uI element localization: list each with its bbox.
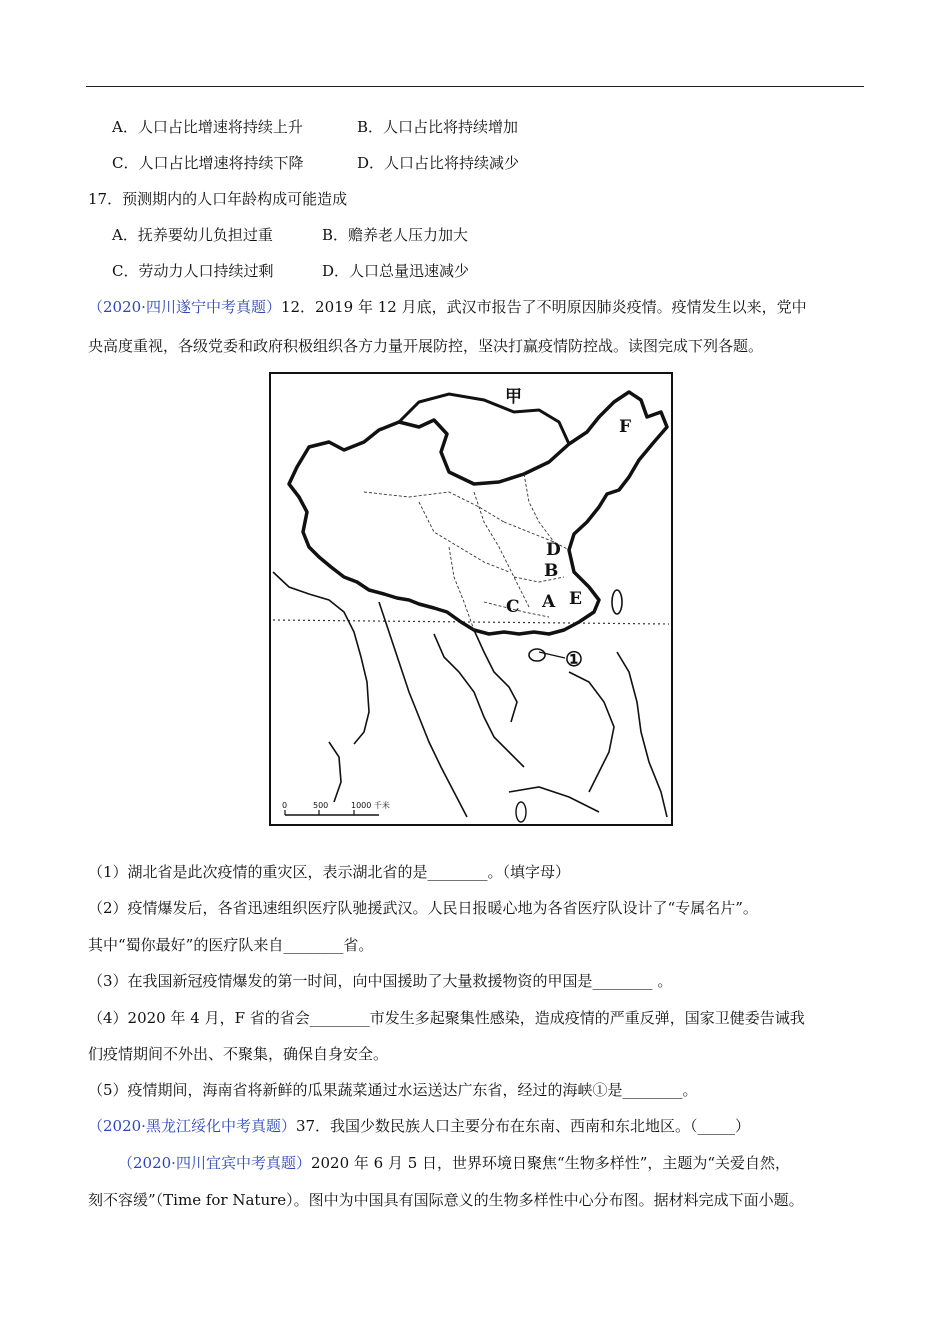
- china-map-figure: [269, 372, 673, 826]
- q17-options-row-1: [112, 225, 468, 245]
- map-label-f: F: [619, 417, 632, 437]
- header-rule: [86, 86, 864, 87]
- yibin-line-1: [118, 1153, 790, 1173]
- map-label-e: E: [569, 589, 582, 609]
- yibin-source: （2020·四川宜宾中考真题）: [118, 1154, 311, 1172]
- map-label-d: D: [546, 540, 561, 560]
- yibin-text-1: 2020 年 6 月 5 日，世界环境日聚焦“生物多样性”，主题为“关爱自然，: [310, 1154, 791, 1172]
- map-label-strait: ①: [565, 647, 583, 671]
- q12-sub-5: （5）疫情期间，海南省将新鲜的瓜果蔬菜通过水运送达广东省，经过的海峡①是________。: [88, 1081, 698, 1099]
- q16-option-b: B．人口占比将持续增加: [357, 118, 519, 136]
- q12-stem-line-1: [88, 297, 807, 317]
- map-label-a: A: [542, 592, 556, 612]
- q17-options-row-2: [112, 261, 469, 281]
- scale-label-0: 0: [282, 801, 288, 810]
- q37: [88, 1116, 750, 1136]
- q37-source: （2020·黑龙江绥化中考真题）: [88, 1117, 296, 1135]
- q12-stem-line-2: 央高度重视，各级党委和政府积极组织各方力量开展防控，坚决打赢疫情防控战。读图完成下列各题。: [88, 337, 764, 355]
- q12-sub-4-line-2: 们疫情期间不外出、不聚集，确保自身安全。: [88, 1045, 389, 1063]
- q12-source: （2020·四川遂宁中考真题）: [88, 298, 281, 316]
- q17-option-b: B．赡养老人压力加大: [322, 226, 469, 244]
- scale-label-1000: 1000 千米: [351, 801, 390, 810]
- q12-sub-1: （1）湖北省是此次疫情的重灾区，表示湖北省的是________。（填字母）: [88, 863, 571, 881]
- q16-options-row-2: [112, 153, 519, 173]
- q16-options-row-1: [112, 117, 518, 137]
- map-label-jia: 甲: [505, 387, 522, 407]
- q12-sub-3: （3）在我国新冠疫情爆发的第一时间，向中国援助了大量救援物资的甲国是________ 。: [88, 972, 673, 990]
- yibin-line-2: 刻不容缓”（Time for Nature）。图中为中国具有国际意义的生物多样性中心分布图。据材料完成下面小题。: [88, 1191, 804, 1209]
- q12-sub-2-line-2: 其中“蜀你最好”的医疗队来自________省。: [88, 936, 374, 954]
- q16-option-a: A．人口占比增速将持续上升: [112, 118, 303, 136]
- q12-sub-2-line-1: （2）疫情爆发后，各省迅速组织医疗队驰援武汉。人民日报暖心地为各省医疗队设计了“专属名片”。: [88, 899, 758, 917]
- china-map: [269, 372, 673, 826]
- q37-text: 37．我国少数民族人口主要分布在东南、西南和东北地区。（_____）: [295, 1117, 751, 1135]
- q16-option-c: C．人口占比增速将持续下降: [112, 154, 304, 172]
- q17-option-a: A．抚养要幼儿负担过重: [112, 226, 273, 244]
- scale-label-500: 500: [313, 801, 329, 810]
- q16-option-d: D．人口占比将持续减少: [357, 154, 520, 172]
- q12-sub-4-line-1: （4）2020 年 4 月，F 省的省会________市发生多起聚集性感染，造成疫情的严重反弹，国家卫健委告诫我: [88, 1009, 805, 1027]
- q17-option-d: D．人口总量迅速减少: [322, 262, 470, 280]
- map-label-c: C: [506, 597, 520, 617]
- map-label-b: B: [544, 561, 559, 581]
- q17-stem: 17．预测期内的人口年龄构成可能造成: [88, 190, 348, 208]
- q17-option-c: C．劳动力人口持续过剩: [112, 262, 274, 280]
- q12-stem-text: 12．2019 年 12 月底，武汉市报告了不明原因肺炎疫情。疫情发生以来，党中: [280, 298, 807, 316]
